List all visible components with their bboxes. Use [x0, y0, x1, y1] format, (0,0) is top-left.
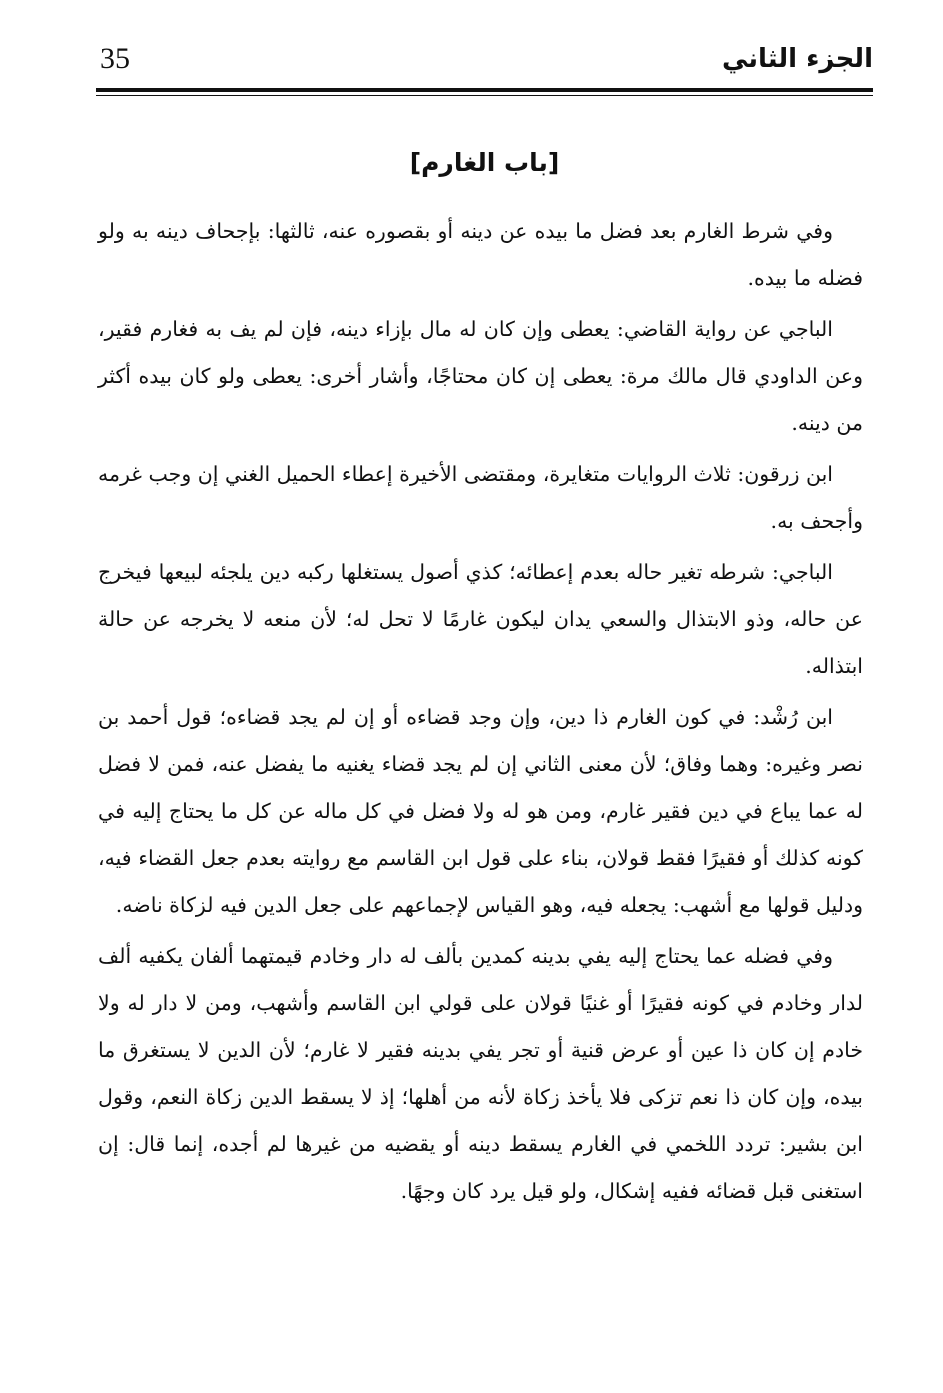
section-title: [باب الغارم] — [409, 148, 560, 177]
paragraph: الباجي عن رواية القاضي: يعطى وإن كان له مال بإزاء دينه، فإن لم يف به فغارم فقير، وعن الداودي قال مالك مرة: يعطى إن كان محتاجًا، وأشار أخرى: يعطى ولو كان بيده أكثر من دينه. — [98, 317, 863, 435]
body-text — [98, 208, 863, 1219]
page-header — [96, 38, 873, 88]
paragraph: ابن زرقون: ثلاث الروايات متغايرة، ومقتضى الأخيرة إعطاء الحميل الغني إن وجب غرمه وأجحف به. — [98, 462, 863, 533]
paragraph: الباجي: شرطه تغير حاله بعدم إعطائه؛ كذي أصول يستغلها ركبه دين يلجئه لبيعها فيخرج عن حاله، وذو الابتذال والسعي يدان ليكون غارمًا لا تحل له؛ لأن منعه لا يخرجه عن حالة ابتذاله. — [98, 560, 863, 678]
paragraph: ابن رُشْد: في كون الغارم ذا دين، وإن وجد قضاءه أو إن لم يجد قضاءه؛ قول أحمد بن نصر وغيره: وهما وفاق؛ لأن معنى الثاني إن لم يجد قضاء يغنيه ما يفضل عنه، فمن لا فضل له عما يباع في دين فقير غارم، ومن هو له ولا فضل في كل ماله عن كل ما يحتاج إليه في كونه كذلك أو فقيرًا فقط قولان، بناء على قول ابن القاسم مع روايته بعدم جعل القضاء فيه، ودليل قولها مع أشهب: يجعله فيه، وهو القياس لإجماعهم على جعل الدين فيه لزكاة ناضه. — [98, 705, 863, 917]
page-number: 35 — [100, 42, 130, 75]
running-title: الجزء الثاني — [721, 44, 873, 74]
paragraph: وفي فضله عما يحتاج إليه يفي بدينه كمدين بألف له دار وخادم قيمتهما ألفان يكفيه ألف لدار وخادم في كونه فقيرًا أو غنيًا قولان على قولي ابن القاسم وأشهب، ومن لا دار له ولا خادم إن كان ذا عين أو عرض قنية أو تجر يفي بدينه فقير لا غارم؛ لأن الدين لا يستغرق ما بيده، وإن كان ذا نعم تزكى فلا يأخذ زكاة لأنه من أهلها؛ إذ لا يسقط الدين زكاة النعم، وقول ابن بشير: تردد اللخمي في الغارم يسقط دينه أو يقضيه من غيرها لم أجده، إنما قال: إن استغنى قبل قضائه ففيه إشكال، ولو قيل يرد كان وجهًا. — [98, 944, 864, 1203]
header-rule-thick — [96, 88, 873, 92]
header-rule-thin — [96, 95, 873, 96]
paragraph: وفي شرط الغارم بعد فضل ما بيده عن دينه أو بقصوره عنه، ثالثها: بإجحاف دينه به ولو فضله ما بيده. — [98, 219, 863, 290]
